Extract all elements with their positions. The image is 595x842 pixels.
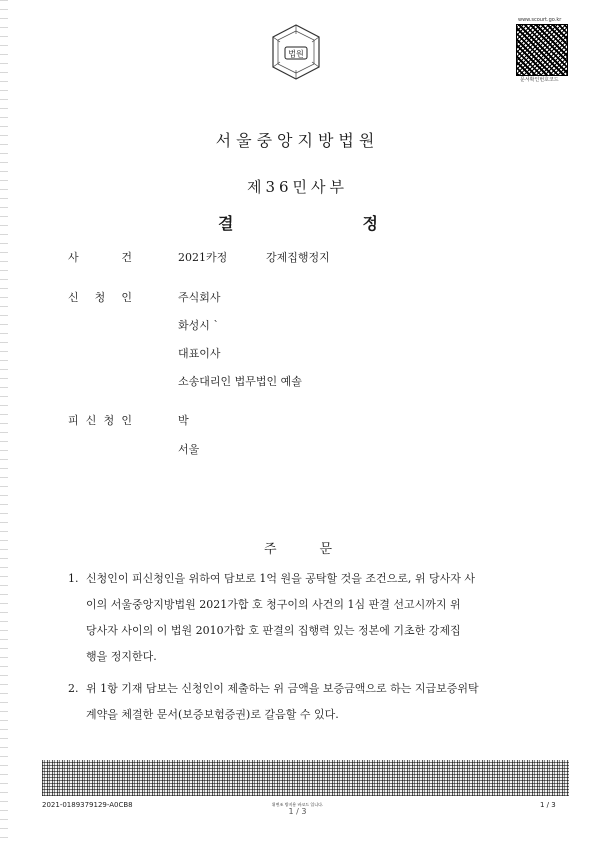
anti-forgery-barcode <box>42 760 569 796</box>
order-item-line: 행을 정지한다. <box>86 650 157 663</box>
respondent-address: 서울 <box>178 443 200 456</box>
applicant-address: 화성시 ˋ <box>178 319 219 332</box>
document-type-title <box>218 211 378 234</box>
respondent-label: 피 신 청 인 <box>68 414 132 427</box>
applicant-company: 주식회사 <box>178 291 221 304</box>
court-name: 서울중앙지방법원 <box>215 131 380 150</box>
order-item <box>68 676 548 728</box>
document-number: 2021-0189379129-A0CB8 <box>42 801 133 809</box>
qr-url-text: www.scourt.go.kr <box>518 17 562 23</box>
scan-edge-marks <box>0 0 8 842</box>
order-item-line: 이의 서울중앙지방법원 2021가합 호 청구이의 사건의 1심 판결 선고시까지 위 <box>86 598 461 611</box>
page-indicator-center: 1 / 3 <box>288 807 307 816</box>
doc-type-char: 정 <box>362 214 378 233</box>
barcode-note: 위변조 방지용 바코드 입니다. <box>271 802 324 807</box>
order-item-number: 2. <box>68 682 79 695</box>
order-title: 주 문 <box>264 542 332 557</box>
order-item <box>68 566 548 670</box>
applicant-representative: 대표이사 <box>178 347 221 360</box>
qr-code-image <box>516 24 568 76</box>
case-number: 2021카정 <box>178 251 228 264</box>
case-name: 강제집행정지 <box>266 251 330 264</box>
order-item-line: 위 1항 기재 담보는 신청인이 제출하는 위 금액을 보증금액으로 하는 지급보증위탁 <box>86 682 479 695</box>
order-item-line: 계약을 체결한 문서(보증보험증권)로 갈음할 수 있다. <box>86 708 339 721</box>
order-item-line: 당사자 사이의 이 법원 2010가합 호 판결의 집행력 있는 정본에 기초한 강제집 <box>86 624 461 637</box>
case-label: 사 건 <box>68 251 132 264</box>
seal-text: 법원 <box>288 49 304 59</box>
applicant-agent: 소송대리인 법무법인 예솔 <box>178 375 302 388</box>
page-indicator: 1 / 3 <box>540 801 556 809</box>
court-seal-logo <box>266 22 326 82</box>
division-name: 제36민사부 <box>246 178 349 196</box>
respondent-name: 박 <box>178 414 189 427</box>
doc-type-char: 결 <box>218 214 234 233</box>
order-item-line: 신청인이 피신청인을 위하여 담보로 1억 원을 공탁할 것을 조건으로, 위 당사자 사 <box>86 572 475 585</box>
applicant-label: 신 청 인 <box>68 291 132 304</box>
qr-caption: 문서확인번호코드 <box>520 77 559 83</box>
order-item-number: 1. <box>68 572 79 585</box>
